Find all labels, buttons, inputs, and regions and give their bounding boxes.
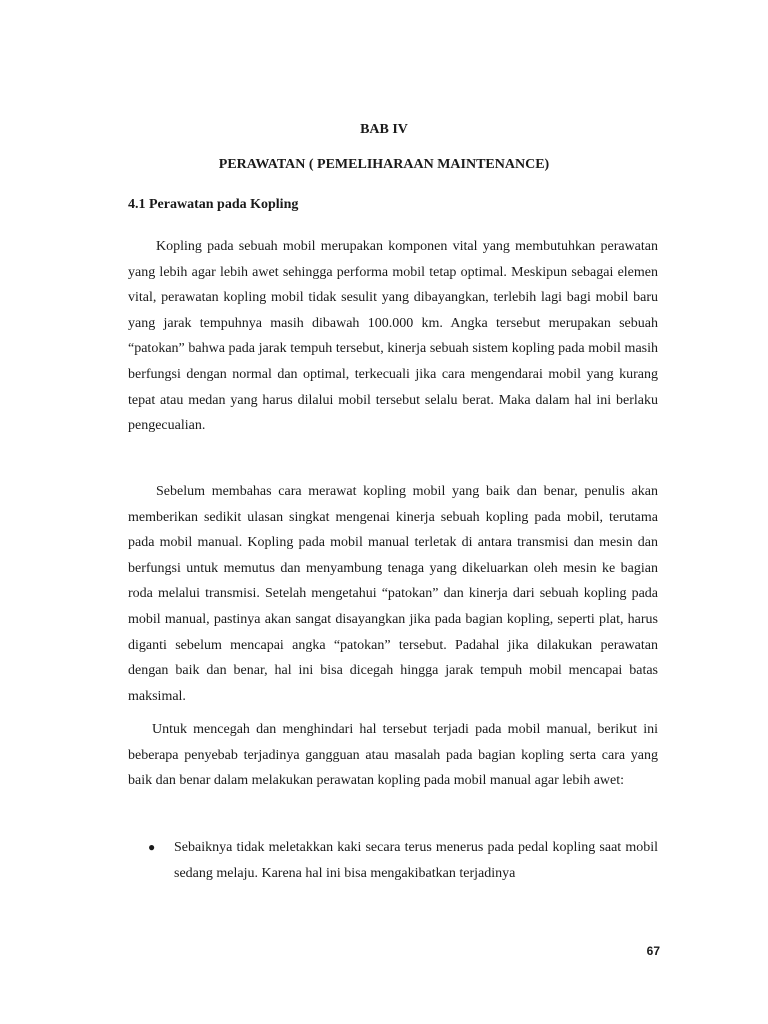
paragraph-3: Untuk mencegah dan menghindari hal tersebut terjadi pada mobil manual, berikut ini beberapa penyebab terjadinya gangguan atau masalah pada bagian kopling serta cara yang baik dan benar dalam melakukan perawatan kopling pada mobil manual agar lebih awet: bbox=[128, 722, 658, 789]
chapter-heading: BAB IV bbox=[360, 122, 408, 137]
page-number: 67 bbox=[646, 944, 660, 958]
section-heading: 4.1 Perawatan pada Kopling bbox=[128, 197, 299, 212]
bullet-item bbox=[128, 835, 658, 886]
paragraph-1: Kopling pada sebuah mobil merupakan komponen vital yang membutuhkan perawatan yang lebih agar lebih awet sehingga performa mobil tetap optimal. Meskipun sebagai elemen vital, perawatan kopling mobil tidak sesulit yang dibayangkan, terlebih lagi bagi mobil baru yang jarak tempuhnya masih dibawah 100.000 km. Angka tersebut merupakan sebuah “patokan” bahwa pada jarak tempuh tersebut, kinerja sebuah sistem kopling pada mobil masih berfungsi dengan normal dan optimal, terkecuali jika cara mengendarai mobil yang kurang tepat atau medan yang harus dilalui mobil tersebut selalu berat. Maka dalam hal ini berlaku pengecualian. bbox=[128, 239, 658, 434]
chapter-title: PERAWATAN ( PEMELIHARAAN MAINTENANCE) bbox=[218, 157, 550, 172]
bullet-icon: ● bbox=[148, 840, 156, 854]
bullet-text: Sebaiknya tidak meletakkan kaki secara terus menerus pada pedal kopling saat mobil sedang melaju. Karena hal ini bisa mengakibatkan terjadinya bbox=[174, 840, 658, 881]
paragraph-2: Sebelum membahas cara merawat kopling mobil yang baik dan benar, penulis akan memberikan sedikit ulasan singkat mengenai kinerja sebuah kopling pada mobil, terutama pada mobil manual. Kopling pada mobil manual terletak di antara transmisi dan mesin dan berfungsi untuk memutus dan menyambung tenaga yang dikeluarkan oleh mesin ke bagian roda melalui transmisi. Setelah mengetahui “patokan” dan kinerja dari sebuah kopling pada mobil manual, pastinya akan sangat disayangkan jika pada bagian kopling, seperti plat, harus diganti sebelum mencapai angka “patokan” tersebut. Padahal jika dilakukan perawatan dengan baik dan benar, hal ini bisa dicegah hingga jarak tempuh mobil mencapai batas maksimal. bbox=[128, 484, 658, 704]
